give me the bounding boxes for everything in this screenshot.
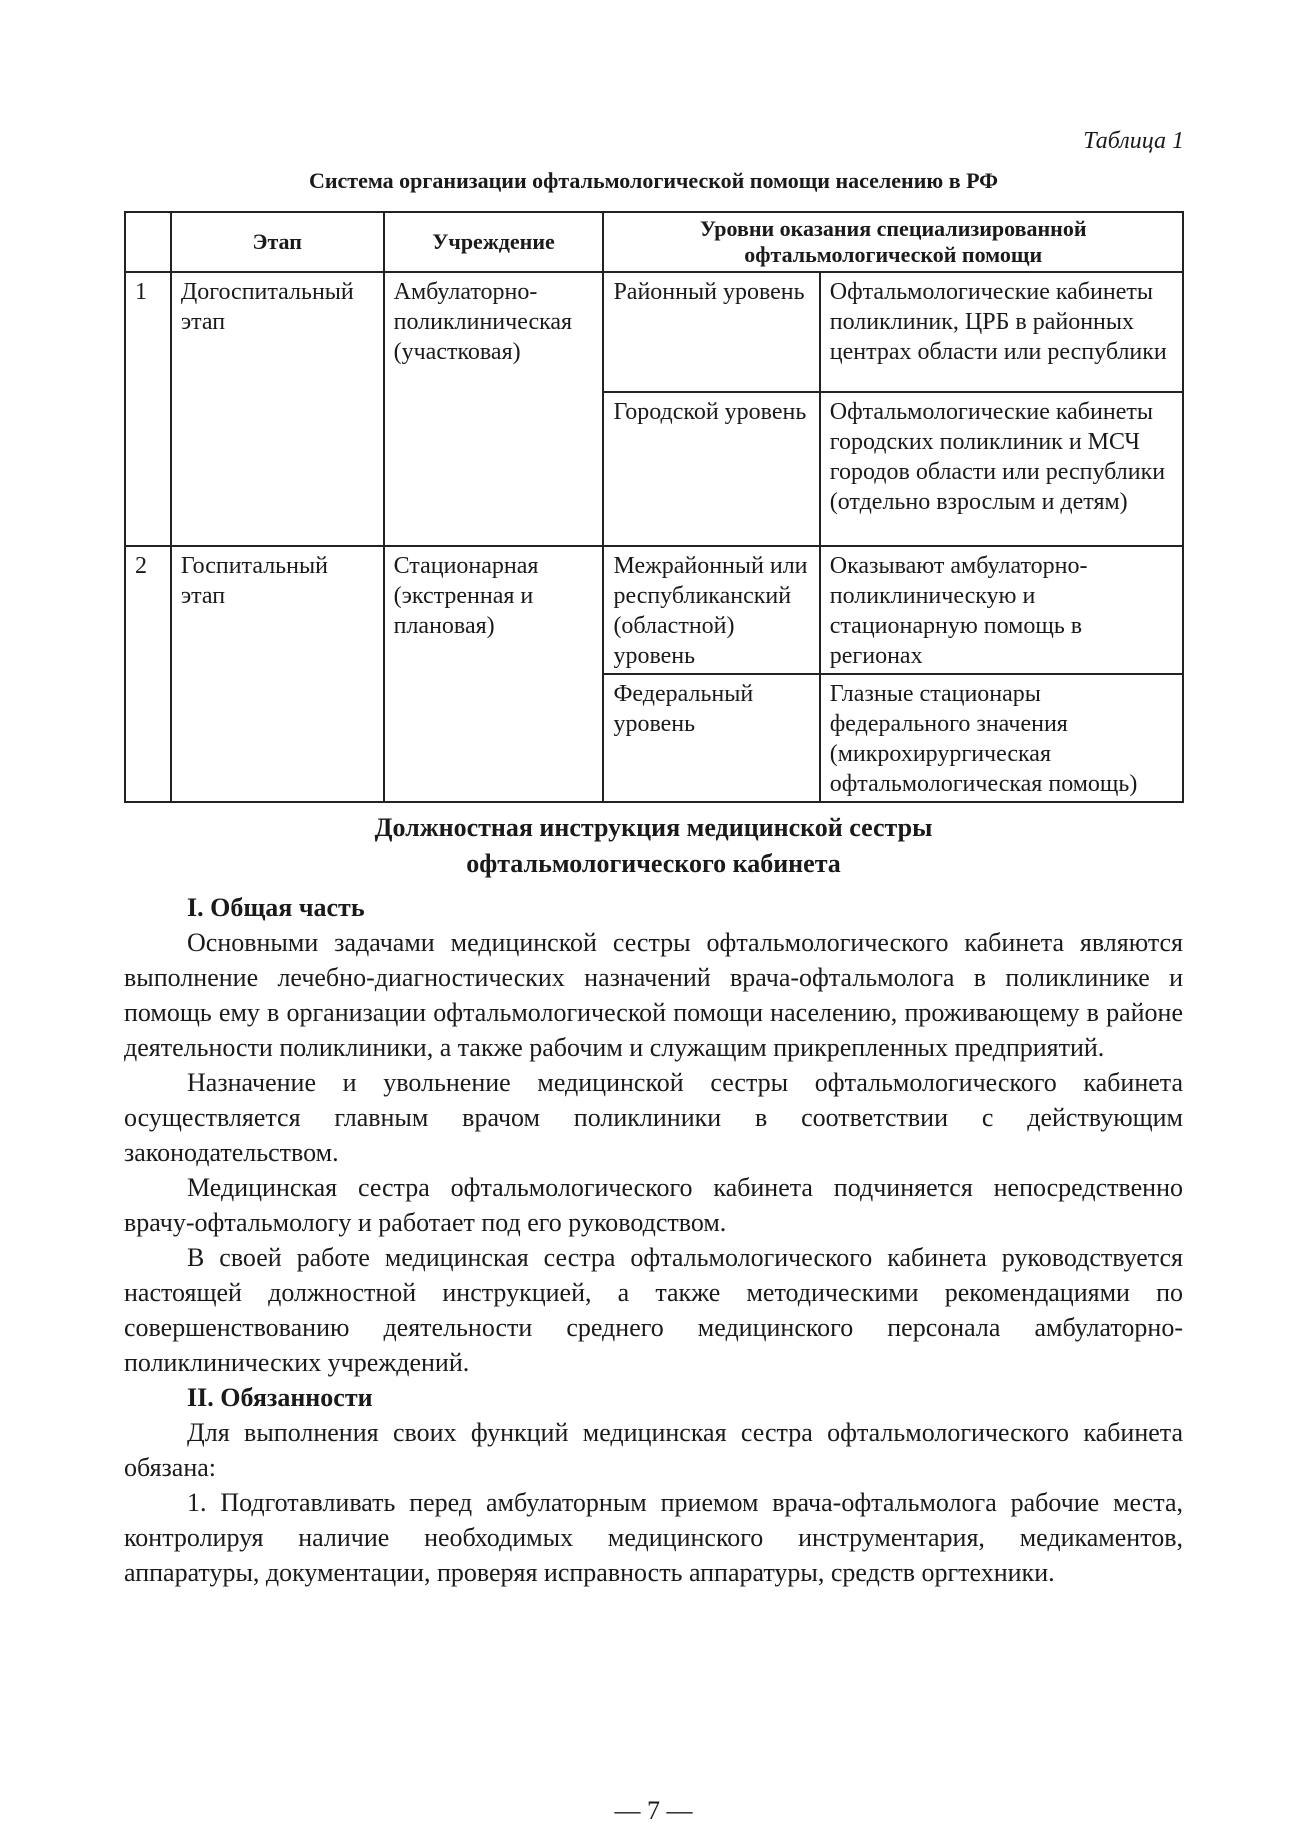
row-description: Офтальмологические кабинеты городских поликлиник и МСЧ городов области или республики (отдельно взрослым и детям): [820, 392, 1183, 546]
table-row: [125, 272, 1183, 392]
page-number: — 7 —: [614, 1796, 693, 1825]
paragraph: В своей работе медицинская сестра офтальмологического кабинета руководствуется настоящей должностной инструкцией, а также методическими рекомендациями по совершенствованию деятельности среднего медицинского персонала амбулаторно-поликлинических учреждений.: [124, 1243, 1183, 1377]
row-stage: Госпитальный этап: [171, 546, 384, 802]
row-stage: Догоспитальный этап: [171, 272, 384, 546]
row-description: Глазные стационары федерального значения (микрохирургическая офтальмологическая помощь): [820, 674, 1183, 802]
header-stage: Этап: [171, 212, 384, 272]
table-row: [125, 546, 1183, 674]
paragraph: Назначение и увольнение медицинской сестры офтальмологического кабинета осуществляется главным врачом поликлиники в соответствии с действующим законодательством.: [124, 1068, 1183, 1167]
row-level: Городской уровень: [603, 392, 819, 546]
row-description: Офтальмологические кабинеты поликлиник, ЦРБ в районных центрах области или республики: [820, 272, 1183, 392]
table-title: Система организации офтальмологической помощи населению в РФ: [308, 168, 999, 193]
paragraph: Основными задачами медицинской сестры офтальмологического кабинета являются выполнение лечебно-диагностических назначений врача-офтальмолога в поликлинике и помощь ему в организации офтальмологической помощи населению, проживающему в районе деятельности поликлиники, а также рабочим и служащим прикрепленных предприятий.: [124, 928, 1183, 1062]
paragraph: 1. Подготавливать перед амбулаторным приемом врача-офтальмолога рабочие места, контролируя наличие необходимых медицинского инструментария, медикаментов, аппаратуры, документации, проверяя исправность аппаратуры, средств оргтехники.: [124, 1488, 1183, 1587]
row-num: 1: [125, 272, 171, 546]
heading-line-1: Должностная инструкция медицинской сестры: [374, 813, 933, 842]
row-description: Оказывают амбулаторно-поликлиническую и стационарную помощь в регионах: [820, 546, 1183, 674]
paragraph: Для выполнения своих функций медицинская сестра офтальмологического кабинета обязана:: [124, 1418, 1183, 1482]
organization-table: [124, 211, 1184, 803]
row-level: Федеральный уровень: [603, 674, 819, 802]
row-num: 2: [125, 546, 171, 802]
document-heading: [124, 810, 1183, 882]
table-label: Таблица 1: [1083, 128, 1184, 154]
row-institution: Амбулаторно-поликлиническая (участковая): [384, 272, 604, 546]
document-body: [124, 890, 1183, 1590]
row-institution: Стационарная (экстренная и плановая): [384, 546, 604, 802]
header-institution: Учреждение: [384, 212, 604, 272]
row-level: Районный уровень: [603, 272, 819, 392]
section-title-duties: II. Обязанности: [187, 1383, 373, 1412]
heading-line-2: офтальмологического кабинета: [466, 849, 841, 878]
header-num: [125, 212, 171, 272]
row-level: Межрайонный или республиканский (областной) уровень: [603, 546, 819, 674]
header-levels: Уровни оказания специализированной офтальмологической помощи: [603, 212, 1183, 272]
section-title-general: I. Общая часть: [187, 893, 365, 922]
paragraph: Медицинская сестра офтальмологического кабинета подчиняется непосредственно врачу-офтальмологу и работает под его руководством.: [124, 1173, 1183, 1237]
table-header-row: [125, 212, 1183, 272]
